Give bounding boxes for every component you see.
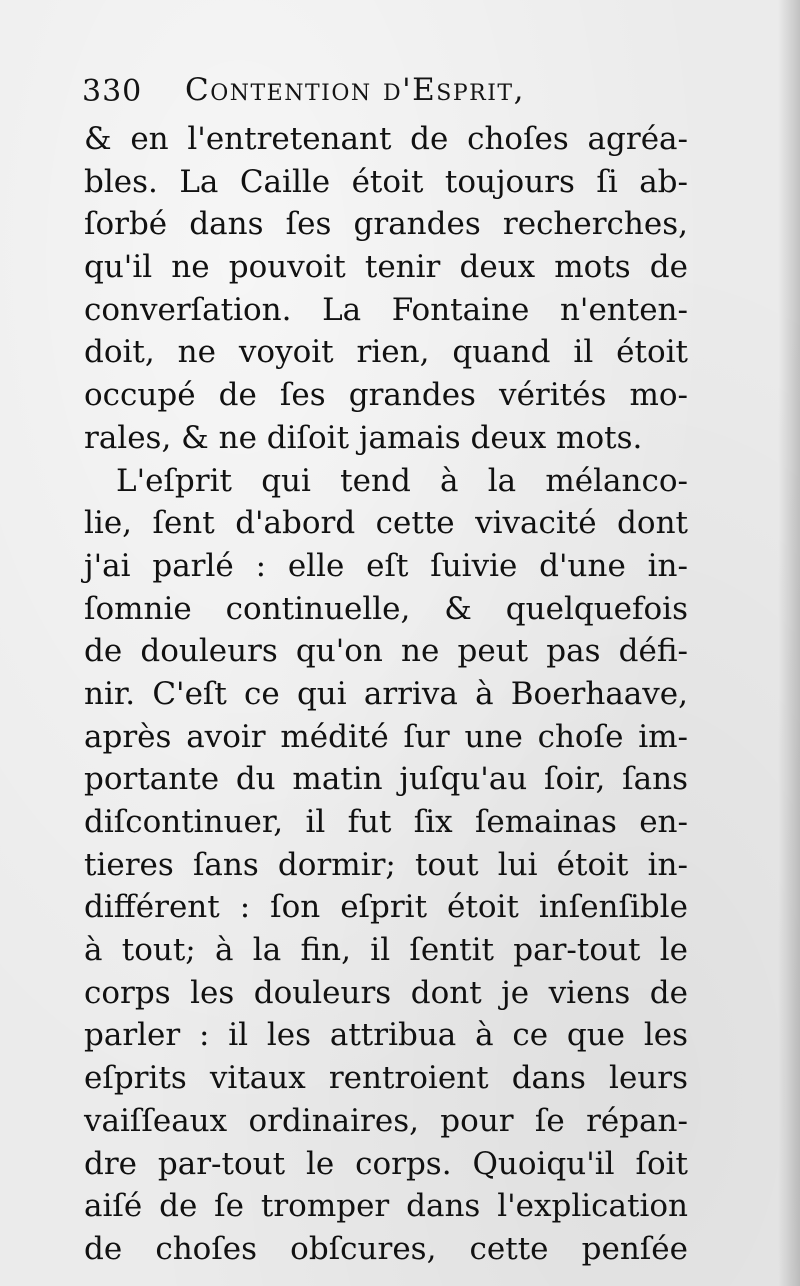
text-line: eſprits vitaux rentroient dans leurs bbox=[84, 1060, 688, 1097]
text-line: ſorbé dans ſes grandes recherches, bbox=[84, 206, 688, 243]
running-header bbox=[82, 70, 702, 120]
body-text bbox=[84, 118, 724, 1271]
text-line: ſomnie continuelle, & quelquefois bbox=[84, 590, 688, 627]
text-line: diſcontinuer, il fut ſix ſemainas en- bbox=[84, 804, 688, 840]
text-line: parler : il les attribua à ce que les bbox=[84, 1017, 688, 1054]
text-line: portante du matin juſqu'au ſoir, ſans bbox=[84, 761, 688, 798]
text-line: aiſé de ſe tromper dans l'explication bbox=[84, 1188, 688, 1225]
text-line: dre par-tout le corps. Quoiqu'il ſoit bbox=[84, 1145, 688, 1182]
text-line: de choſes obſcures, cette penſée bbox=[84, 1230, 688, 1267]
text-line: converſation. La Fontaine n'enten- bbox=[84, 291, 688, 328]
text-line: doit, ne voyoit rien, quand il étoit bbox=[84, 334, 688, 371]
page-number: 330 bbox=[82, 74, 143, 109]
text-line: différent : ſon eſprit étoit inſenſible bbox=[84, 889, 688, 926]
text-line: qu'il ne pouvoit tenir deux mots de bbox=[84, 249, 688, 286]
text-line: & en l'entretenant de choſes agréa- bbox=[84, 121, 688, 157]
text-line: rales, & ne diſoit jamais deux mots. bbox=[84, 419, 643, 456]
text-line: nir. C'eſt ce qui arriva à Boerhaave, bbox=[84, 675, 688, 712]
running-title: Contention d'Esprit, bbox=[185, 72, 525, 108]
text-line: occupé de ſes grandes vérités mo- bbox=[84, 377, 688, 414]
text-line: vaiſſeaux ordinaires, pour ſe répan- bbox=[84, 1102, 688, 1139]
text-line: après avoir médité ſur une choſe im- bbox=[84, 718, 688, 755]
page-edge-shadow bbox=[778, 0, 800, 1286]
text-line: à tout; à la fin, il ſentit par-tout le bbox=[84, 932, 688, 969]
text-line: corps les douleurs dont je viens de bbox=[84, 974, 688, 1011]
text-line: j'ai parlé : elle eſt ſuivie d'une in- bbox=[84, 547, 688, 584]
text-line: de douleurs qu'on ne peut pas défi- bbox=[84, 633, 688, 670]
text-line: tieres ſans dormir; tout lui étoit in- bbox=[84, 846, 688, 883]
text-line: bles. La Caille étoit toujours ſi ab- bbox=[84, 163, 688, 200]
text-line: L'eſprit qui tend à la mélanco- bbox=[116, 462, 688, 499]
text-line: lie, ſent d'abord cette vivacité dont bbox=[84, 505, 688, 542]
